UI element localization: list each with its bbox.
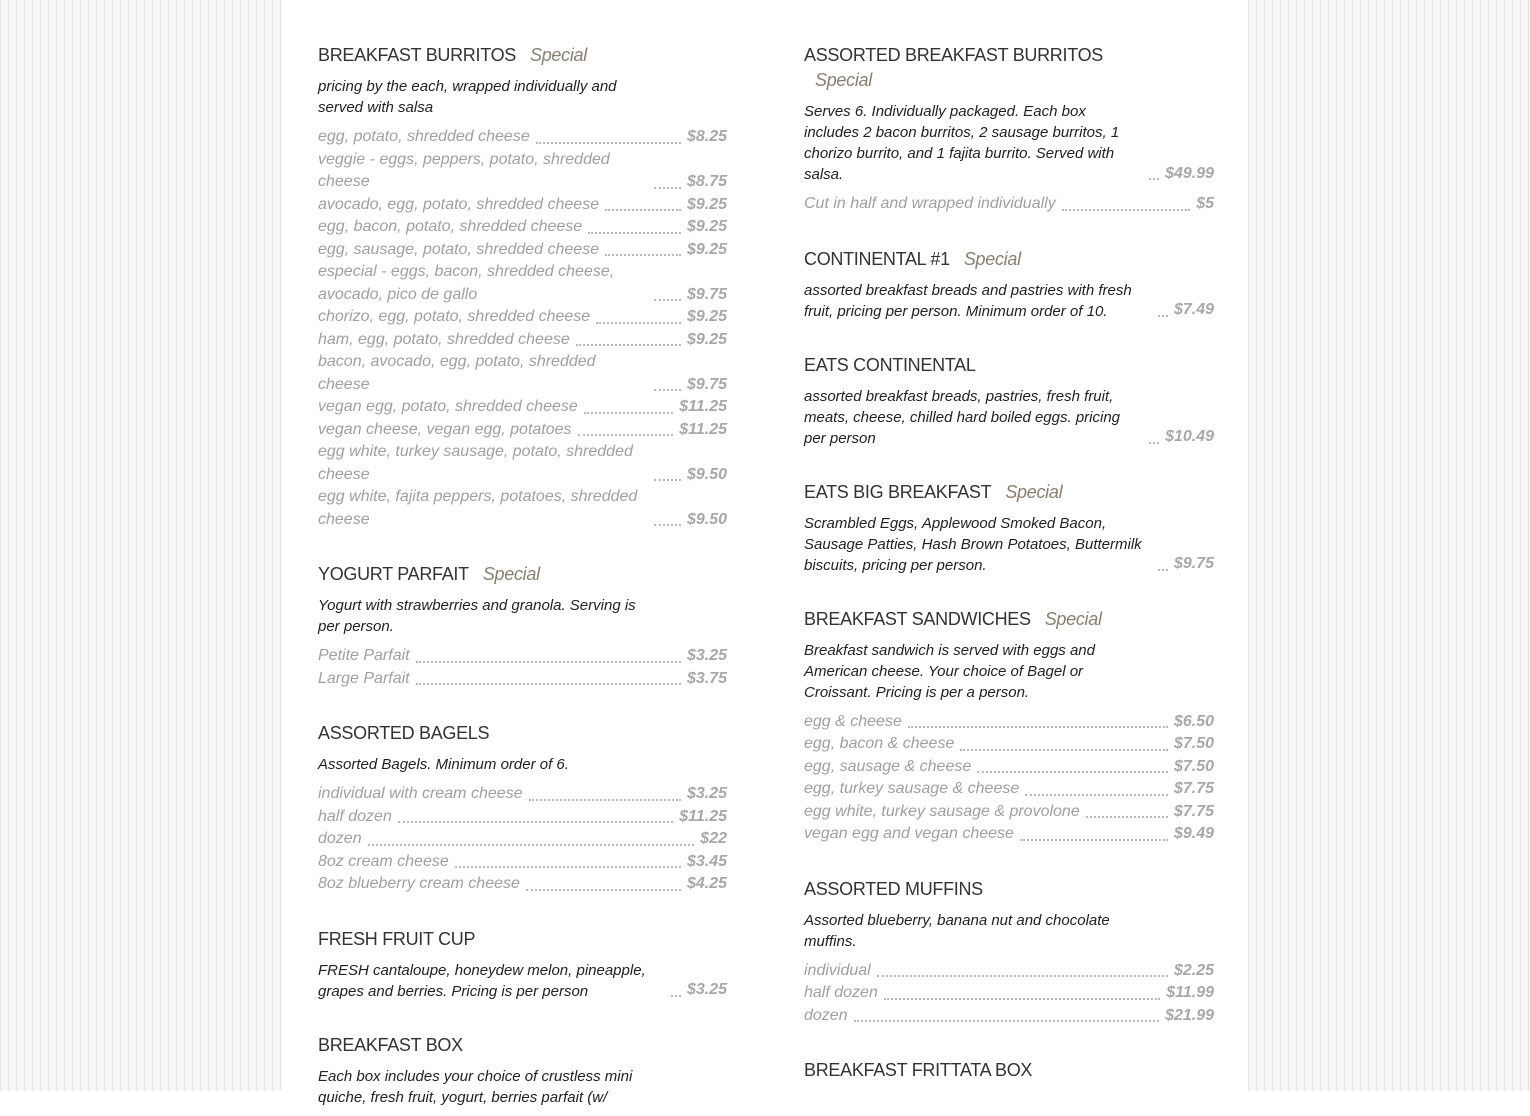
dot-leader (1020, 839, 1168, 841)
item-price: $49.99 (1165, 164, 1214, 182)
item-label: dozen (318, 830, 362, 847)
menu-item[interactable] (318, 329, 727, 352)
section-description: Assorted Bagels. Minimum order of 6. (318, 756, 569, 773)
menu-item[interactable] (804, 778, 1214, 801)
dot-leader (960, 749, 1168, 751)
item-list (804, 711, 1214, 846)
section-description: Assorted blueberry, banana nut and chocolate muffins. (804, 911, 1110, 950)
dot-leader (1025, 794, 1168, 796)
item-price: $7.49 (1173, 301, 1214, 318)
menu-item[interactable] (318, 668, 727, 691)
dot-leader (605, 254, 681, 256)
item-label: ham, egg, potato, shredded cheese (318, 330, 570, 348)
section-title (318, 721, 727, 746)
menu-item[interactable] (804, 756, 1214, 779)
menu-item[interactable] (318, 216, 727, 239)
section-breakfast-sandwiches (804, 607, 1214, 846)
item-price: $11.25 (679, 807, 727, 825)
section-breakfast-box (318, 1033, 727, 1108)
item-label: egg white, fajita peppers, potatoes, shredded cheese (318, 488, 638, 528)
item-label: half dozen (318, 807, 392, 825)
dot-leader (584, 412, 673, 414)
menu-item[interactable] (318, 806, 727, 829)
menu-item[interactable] (804, 193, 1214, 216)
menu-item[interactable] (318, 149, 727, 194)
menu-item[interactable] (318, 396, 727, 419)
item-label: egg, potato, shredded cheese (318, 128, 530, 145)
menu-item[interactable] (804, 982, 1214, 1005)
section-title (318, 1033, 727, 1058)
section-title (804, 877, 1214, 902)
section-assorted-muffins (804, 877, 1214, 1028)
section-assorted-bagels (318, 721, 727, 896)
dot-leader (576, 344, 681, 346)
dot-leader (1086, 816, 1168, 818)
item-label: especial - eggs, bacon, shredded cheese, avocado, pico de gallo (318, 263, 615, 303)
item-label: chorizo, egg, potato, shredded cheese (318, 308, 591, 325)
section-continental-1 (804, 247, 1214, 322)
dot-leader (654, 299, 681, 301)
section-title-text: CONTINENTAL #1 (804, 248, 950, 269)
section-title (318, 43, 727, 68)
dot-leader (588, 232, 681, 234)
item-price: $3.25 (686, 981, 727, 998)
menu-item[interactable] (804, 280, 1214, 322)
item-label: 8oz blueberry cream cheese (318, 875, 520, 892)
menu-item[interactable] (804, 711, 1214, 734)
item-price: $9.49 (1173, 825, 1214, 842)
item-label: 8oz cream cheese (318, 852, 449, 870)
item-label: Serves 6. Individually packaged. Each box includes 2 bacon burritos, 2 sausage burritos, 1 chorizo burrito, and 1 fajita burrito. Served with salsa. (804, 103, 1120, 183)
menu-column-right (804, 43, 1214, 1091)
background-pattern-left (0, 0, 282, 1091)
section-title (804, 1058, 1214, 1083)
section-title-text: ASSORTED BREAKFAST BURRITOS (804, 45, 1103, 65)
dot-leader (455, 866, 681, 868)
item-label: vegan cheese, vegan egg, potatoes (318, 420, 572, 438)
item-label: individual with cream cheese (318, 785, 523, 802)
section-title-text: FRESH FRUIT CUP (318, 928, 476, 949)
item-price: $9.25 (686, 240, 727, 258)
section-title (804, 353, 1214, 378)
menu-item[interactable] (318, 239, 727, 262)
dot-leader (654, 524, 681, 526)
section-eats-big-breakfast (804, 480, 1214, 576)
dot-leader (526, 889, 681, 891)
dot-leader (854, 1020, 1159, 1022)
menu-item[interactable] (804, 386, 1214, 449)
item-label: vegan egg, potato, shredded cheese (318, 398, 578, 415)
section-description: Breakfast sandwich is served with eggs and American cheese. Your choice of Bagel or Croissant. Pricing is per a person. (804, 641, 1095, 701)
item-price: $3.25 (686, 785, 727, 802)
item-label: dozen (804, 1006, 848, 1024)
item-price: $22 (700, 830, 727, 847)
menu-item[interactable] (318, 851, 727, 874)
item-label: FRESH cantaloupe, honeydew melon, pineapple, grapes and berries. Pricing is per person (318, 961, 646, 1000)
item-label: vegan egg and vegan cheese (804, 825, 1014, 842)
item-label: Scrambled Eggs, Applewood Smoked Bacon, Sausage Patties, Hash Brown Potatoes, Buttermilk biscuits, pricing per person. (804, 514, 1142, 574)
item-price: $11.25 (679, 420, 727, 438)
section-title (804, 607, 1214, 632)
item-label: egg white, turkey sausage & provolone (804, 802, 1080, 820)
menu-item[interactable] (804, 1005, 1214, 1028)
item-label: egg, sausage & cheese (804, 757, 972, 775)
menu-item[interactable] (804, 733, 1214, 756)
menu-item[interactable] (318, 419, 727, 442)
section-description: Each box includes your choice of crustless mini quiche, fresh fruit, yogurt, berries parfait (w/ (318, 1067, 633, 1106)
menu-item[interactable] (804, 513, 1214, 576)
item-price: $3.25 (686, 647, 727, 664)
dot-leader (416, 683, 681, 685)
dot-leader (416, 661, 681, 663)
section-fresh-fruit-cup (318, 927, 727, 1002)
dot-leader (654, 389, 681, 391)
section-title-text: ASSORTED BAGELS (318, 723, 490, 743)
special-tag: Special (963, 248, 1021, 269)
item-price: $9.25 (686, 218, 727, 235)
section-title-text: EATS CONTINENTAL (804, 354, 976, 375)
item-price: $21.99 (1165, 1006, 1214, 1024)
item-label: bacon, avocado, egg, potato, shredded cheese (318, 353, 596, 393)
section-breakfast-frittata-box (804, 1058, 1214, 1083)
dot-leader (529, 799, 681, 801)
item-price: $9.25 (686, 195, 727, 213)
menu-item[interactable] (318, 783, 727, 806)
special-tag: Special (815, 70, 872, 90)
item-label: egg, bacon & cheese (804, 735, 955, 752)
item-price: $9.75 (1173, 555, 1214, 572)
item-label: egg, sausage, potato, shredded cheese (318, 240, 600, 258)
item-price: $3.75 (686, 669, 727, 687)
menu-item[interactable] (804, 801, 1214, 824)
menu-item[interactable] (318, 960, 727, 1002)
menu-item[interactable] (318, 873, 727, 896)
item-price: $9.25 (686, 308, 727, 325)
item-price: $9.75 (686, 375, 727, 393)
item-label: half dozen (804, 984, 878, 1001)
item-label: egg & cheese (804, 712, 902, 730)
dot-leader (1062, 209, 1190, 211)
background-pattern-right (1248, 0, 1530, 1091)
item-list (804, 960, 1214, 1028)
item-price: $2.25 (1173, 961, 1214, 979)
item-price: $9.75 (686, 285, 727, 303)
item-price: $7.75 (1173, 802, 1214, 820)
menu-item[interactable] (804, 101, 1214, 185)
menu-item[interactable] (318, 351, 727, 396)
menu-item[interactable] (318, 645, 727, 668)
item-label: Large Parfait (318, 669, 410, 687)
section-title (804, 247, 1214, 272)
section-title-text: ASSORTED MUFFINS (804, 878, 983, 899)
dot-leader (1158, 315, 1168, 317)
dot-leader (654, 479, 681, 481)
section-title (804, 43, 1144, 93)
section-description: Yogurt with strawberries and granola. Serving is per person. (318, 597, 636, 635)
item-label: assorted breakfast breads, pastries, fresh fruit, meats, cheese, chilled hard boiled eggs. pricing per person (804, 387, 1121, 447)
item-list (318, 126, 727, 531)
item-price: $9.50 (686, 465, 727, 483)
section-yogurt-parfait (318, 562, 727, 690)
item-list (318, 645, 727, 690)
dot-leader (596, 322, 681, 324)
dot-leader (884, 998, 1160, 1000)
menu-item[interactable] (318, 261, 727, 306)
special-tag: Special (530, 45, 587, 65)
item-label: egg white, turkey sausage, potato, shredded cheese (318, 443, 633, 483)
section-title (318, 927, 727, 952)
section-eats-continental (804, 353, 1214, 449)
item-price: $5 (1196, 195, 1214, 212)
dot-leader (398, 821, 673, 823)
section-title-text: BREAKFAST SANDWICHES (804, 608, 1031, 629)
special-tag: Special (482, 564, 540, 584)
item-price: $3.45 (686, 852, 727, 870)
section-title-text: BREAKFAST BOX (318, 1034, 463, 1055)
menu-item[interactable] (318, 306, 727, 329)
menu-item[interactable] (318, 126, 727, 149)
menu-item[interactable] (318, 486, 727, 531)
item-label: egg, turkey sausage & cheese (804, 780, 1020, 797)
item-label: veggie - eggs, peppers, potato, shredded cheese (318, 150, 610, 190)
item-price: $11.25 (679, 398, 727, 415)
special-tag: Special (1005, 481, 1063, 502)
menu-column-left (318, 43, 727, 1116)
section-title-text: YOGURT PARFAIT (318, 564, 469, 584)
section-assorted-breakfast-burritos (804, 43, 1214, 216)
section-title-text: BREAKFAST FRITTATA BOX (804, 1060, 1033, 1080)
item-price: $7.75 (1173, 780, 1214, 797)
item-label: individual (804, 961, 871, 979)
item-list (318, 783, 727, 896)
item-label: Petite Parfait (318, 647, 410, 664)
dot-leader (536, 142, 681, 144)
menu-item[interactable] (318, 441, 727, 486)
dot-leader (877, 975, 1168, 977)
section-title (804, 480, 1214, 505)
item-price: $8.25 (686, 128, 727, 145)
section-breakfast-burritos (318, 43, 727, 531)
dot-leader (1149, 178, 1159, 180)
dot-leader (654, 187, 681, 189)
dot-leader (1158, 569, 1168, 571)
dot-leader (1149, 442, 1159, 444)
item-price: $7.50 (1173, 757, 1214, 775)
item-price: $11.99 (1166, 984, 1214, 1001)
menu-item[interactable] (318, 194, 727, 217)
item-price: $10.49 (1165, 428, 1214, 445)
dot-leader (671, 995, 681, 997)
menu-item[interactable] (804, 960, 1214, 983)
section-title-text: BREAKFAST BURRITOS (318, 45, 516, 65)
section-title (318, 562, 727, 587)
menu-item[interactable] (318, 828, 727, 851)
section-title-text: EATS BIG BREAKFAST (804, 481, 992, 502)
item-label: assorted breakfast breads and pastries with fresh fruit, pricing per person. Minimum order of 10. (804, 281, 1132, 320)
item-price: $9.50 (686, 510, 727, 528)
item-label: avocado, egg, potato, shredded cheese (318, 195, 600, 213)
dot-leader (977, 771, 1168, 773)
dot-leader (908, 726, 1168, 728)
item-label: Cut in half and wrapped individually (804, 195, 1056, 212)
item-price: $7.50 (1173, 735, 1214, 752)
item-price: $9.25 (686, 330, 727, 348)
item-label: egg, bacon, potato, shredded cheese (318, 218, 583, 235)
item-price: $4.25 (686, 875, 727, 892)
dot-leader (605, 209, 681, 211)
item-price: $6.50 (1173, 712, 1214, 730)
special-tag: Special (1044, 608, 1102, 629)
menu-item[interactable] (804, 823, 1214, 846)
dot-leader (368, 844, 695, 846)
dot-leader (578, 434, 674, 436)
item-price: $8.75 (686, 173, 727, 190)
section-description: pricing by the each, wrapped individually and served with salsa (318, 78, 617, 116)
